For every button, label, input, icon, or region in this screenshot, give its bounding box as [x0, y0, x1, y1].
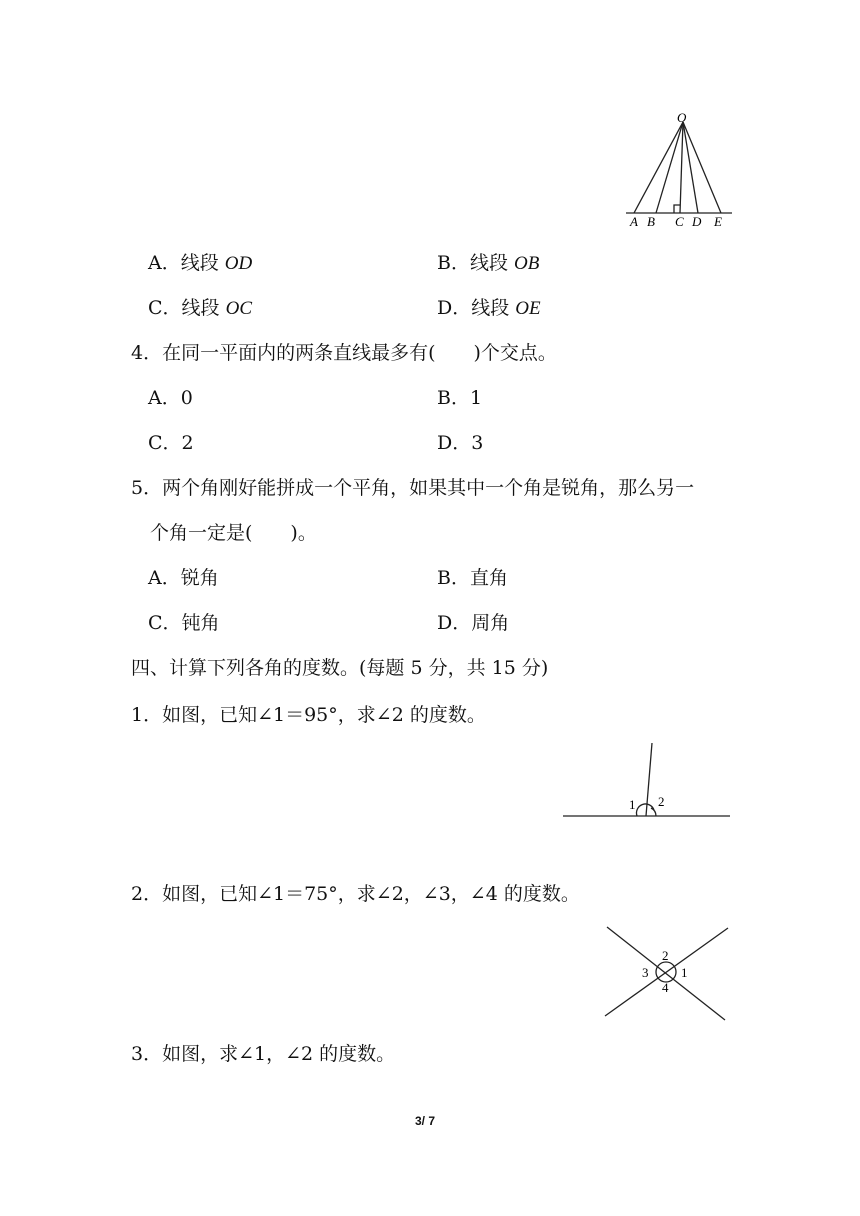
p1-label-1: 1	[629, 797, 636, 812]
angle-figure-2	[602, 922, 732, 1022]
q5-option-d: D．周角	[437, 612, 510, 634]
q3-option-a: A．线段 OD	[148, 252, 253, 274]
q4-option-b: B．1	[437, 387, 483, 409]
q5-option-b: B．直角	[437, 567, 508, 589]
p2-label-2: 2	[662, 948, 669, 963]
label-e: E	[714, 214, 722, 229]
p2-label-1: 1	[681, 965, 688, 980]
q5-option-c: C．钝角	[148, 612, 220, 634]
label-o: O	[677, 110, 687, 125]
triangle-rays-figure	[620, 110, 740, 230]
q4-option-c: C．2	[148, 432, 194, 454]
label-c: C	[675, 214, 684, 229]
q4-option-a: A．0	[148, 387, 193, 409]
q3-option-d: D．线段 OE	[437, 297, 541, 319]
label-d: D	[692, 214, 702, 229]
q5-option-a: A．锐角	[148, 567, 219, 589]
page-number: 3/ 7	[415, 1114, 436, 1128]
label-a: A	[630, 214, 638, 229]
problem2-text: 2．如图，已知∠1＝75°，求∠2，∠3，∠4 的度数。	[131, 883, 580, 905]
q3-option-c: C．线段 OC	[148, 297, 252, 319]
q5-text-line2: 个角一定是( )。	[150, 522, 317, 544]
q5-text-line1: 5．两个角刚好能拼成一个平角，如果其中一个角是锐角，那么另一	[131, 477, 695, 499]
q3-option-b: B．线段 OB	[437, 252, 540, 274]
p2-label-3: 3	[642, 965, 649, 980]
q4-text: 4．在同一平面内的两条直线最多有( )个交点。	[131, 342, 557, 364]
p1-label-2: 2	[658, 794, 665, 809]
angle-figure-1	[562, 742, 732, 822]
q4-option-d: D．3	[437, 432, 484, 454]
section4-heading: 四、计算下列各角的度数。(每题 5 分，共 15 分)	[131, 657, 549, 679]
label-b: B	[647, 214, 655, 229]
problem1-text: 1．如图，已知∠1＝95°，求∠2 的度数。	[131, 704, 486, 726]
problem3-text: 3．如图，求∠1，∠2 的度数。	[131, 1043, 396, 1065]
p2-label-4: 4	[662, 980, 669, 995]
